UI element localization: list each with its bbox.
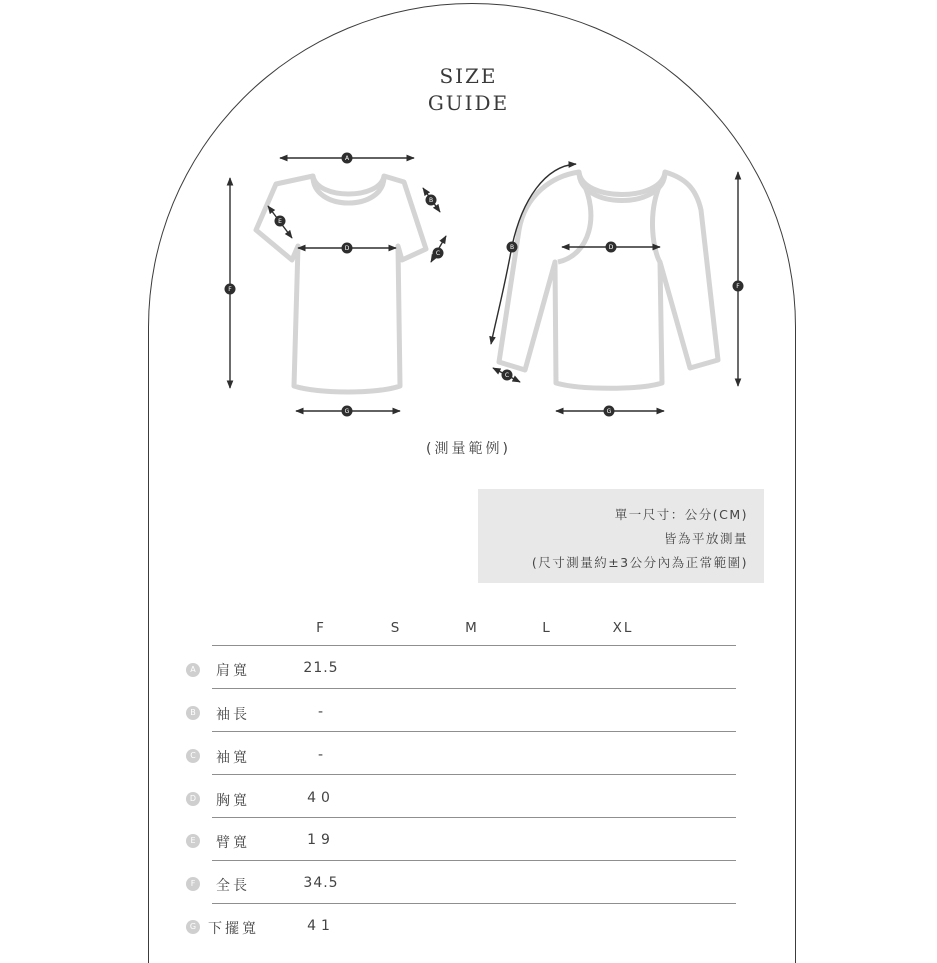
row-marker: F (186, 877, 200, 891)
note-method: 皆為平放測量 (663, 531, 748, 546)
svg-text:F: F (228, 286, 232, 294)
svg-text:C: C (504, 372, 510, 380)
table-rule (212, 860, 736, 861)
svg-text:E: E (278, 218, 282, 226)
row-value-f: 40 (307, 790, 335, 806)
row-value-f: 21.5 (303, 660, 339, 676)
marker-d-tee (342, 243, 353, 254)
unit-note (478, 489, 764, 583)
note-tolerance: (尺寸測量約±3公分內為正常範圍) (531, 555, 748, 570)
row-label: 胸寬 (216, 793, 250, 809)
tshirt-illustration (256, 176, 426, 392)
table-rule (212, 688, 736, 689)
row-label: 袖長 (216, 707, 250, 723)
diagram-caption: (測量範例) (426, 441, 511, 457)
marker-c-tee (433, 248, 444, 259)
marker-f-tee (225, 284, 236, 295)
svg-text:C: C (435, 250, 441, 258)
longsleeve-illustration (499, 172, 718, 388)
svg-text:F: F (736, 283, 740, 291)
size-header-f: F (316, 620, 326, 636)
table-rule (212, 903, 736, 904)
marker-g-long (604, 406, 615, 417)
svg-text:G: G (344, 408, 350, 416)
svg-text:D: D (344, 245, 350, 253)
svg-text:G: G (606, 408, 612, 416)
row-marker: C (186, 749, 200, 763)
row-marker: G (186, 920, 200, 934)
title-guide: GUIDE (427, 91, 510, 115)
size-header-m: M (465, 620, 479, 636)
row-label: 下擺寬 (208, 921, 259, 937)
row-label: 袖寬 (216, 750, 250, 766)
marker-e-tee (275, 216, 286, 227)
size-header-s: S (390, 620, 402, 636)
row-label: 肩寬 (216, 663, 250, 679)
title-size: SIZE (439, 64, 498, 88)
row-marker: D (186, 792, 200, 806)
svg-text:B: B (509, 244, 515, 252)
svg-text:D: D (608, 244, 614, 252)
row-value-f: - (317, 747, 325, 763)
row-value-f: 34.5 (303, 875, 339, 891)
note-unit: 單一尺寸：公分(CM) (614, 507, 748, 522)
row-value-f: - (317, 704, 325, 720)
row-label: 臂寬 (216, 835, 250, 851)
table-rule (212, 731, 736, 732)
row-value-f: 19 (307, 832, 335, 848)
marker-c-long (502, 370, 513, 381)
marker-a-tee (342, 153, 353, 164)
row-marker: A (186, 663, 200, 677)
table-rule (212, 817, 736, 818)
marker-d-long (606, 242, 617, 253)
row-label: 全長 (216, 878, 250, 894)
row-marker: E (186, 834, 200, 848)
row-value-f: 41 (307, 918, 335, 934)
marker-b-tee (426, 195, 437, 206)
svg-text:A: A (344, 155, 350, 163)
size-header-l: L (542, 620, 552, 636)
marker-g-tee (342, 406, 353, 417)
size-header-xl: XL (612, 620, 634, 636)
row-marker: B (186, 706, 200, 720)
marker-b-long (507, 242, 518, 253)
table-rule (212, 774, 736, 775)
table-rule (212, 645, 736, 646)
svg-text:B: B (428, 197, 434, 205)
marker-f-long (733, 281, 744, 292)
